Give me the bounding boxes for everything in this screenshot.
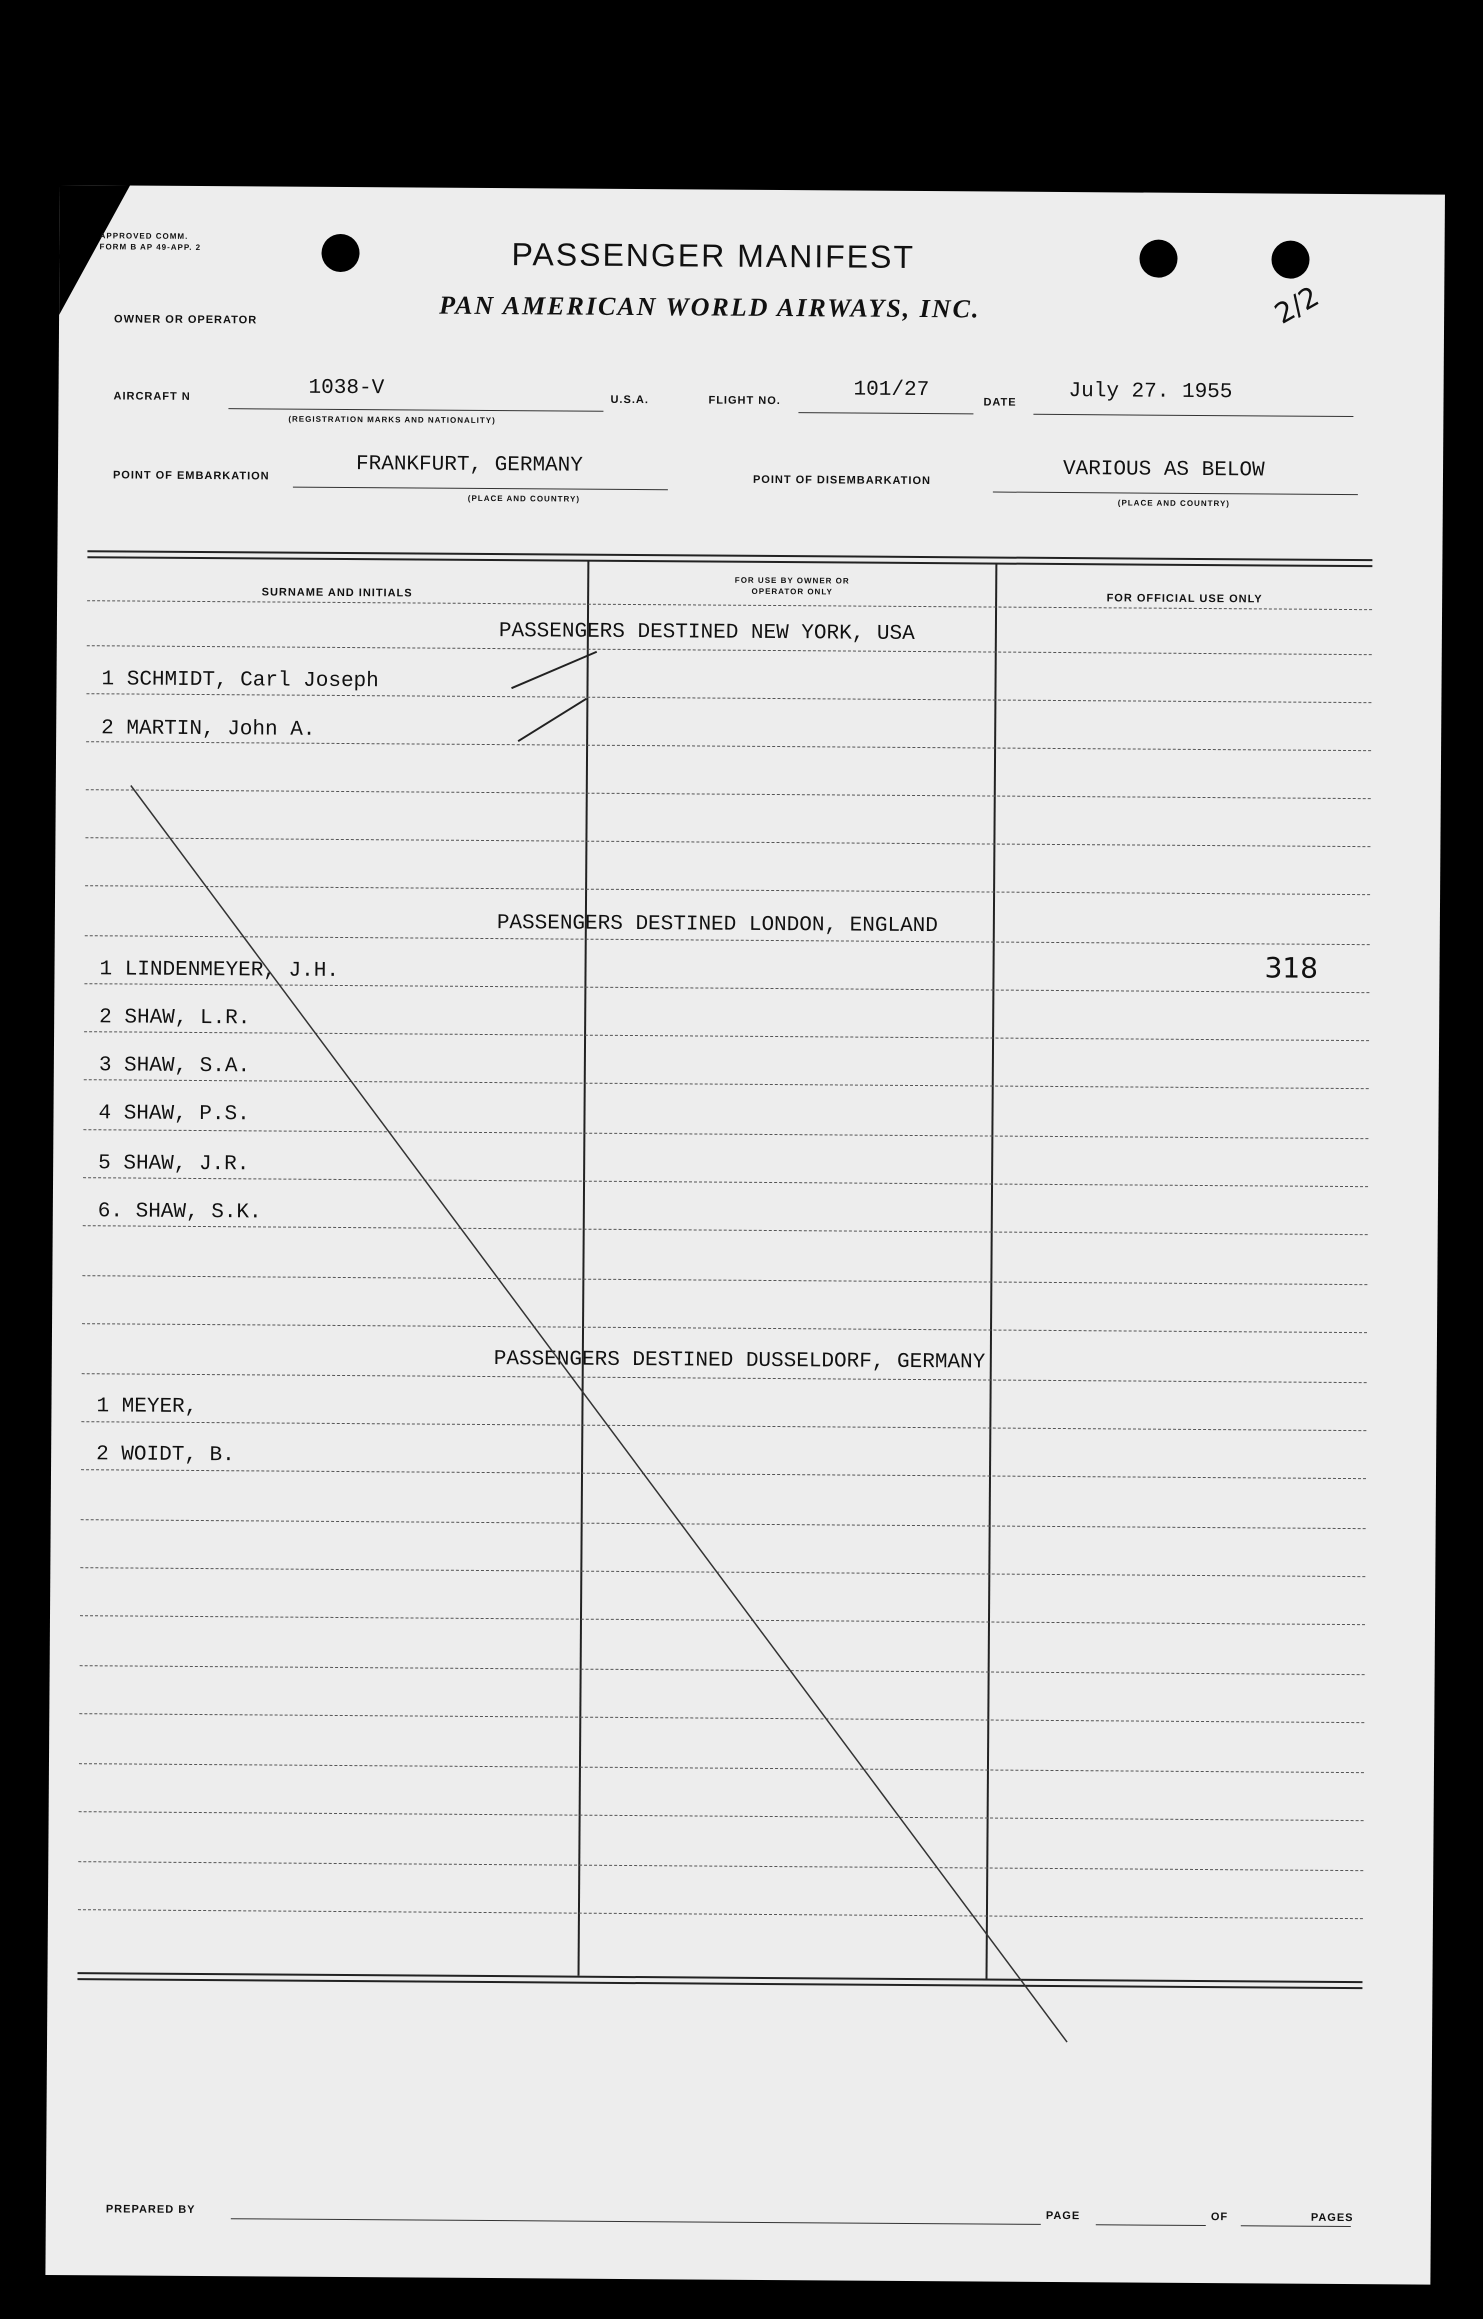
group-heading-new-york: PASSENGERS DESTINED NEW YORK, USA [498,620,915,646]
owner-label: OWNER OR OPERATOR [114,313,258,327]
usa-label: U.S.A. [610,393,649,407]
handwritten-mark: 2/2 [1268,279,1325,331]
manifest-sheet [45,185,1445,2285]
passenger-row: 2 SHAW, L.R. [99,1006,251,1031]
approval-note: APPROVED COMM. FORM B AP 49-APP. 2 [99,231,202,252]
group-heading-london: PASSENGERS DESTINED LONDON, ENGLAND [496,912,939,939]
passenger-row: 1 MEYER, [96,1395,198,1419]
check-stroke [518,698,586,741]
passenger-row: 1 SCHMIDT, Carl Joseph [101,668,379,694]
passenger-row: 4 SHAW, P.S. [98,1102,250,1127]
disembarkation-caption: (PLACE AND COUNTRY) [1117,498,1231,509]
flight-value: 101/27 [853,378,930,403]
disembarkation-value: VARIOUS AS BELOW [1062,458,1265,483]
disembarkation-label: POINT OF DISEMBARKATION [752,473,932,488]
passenger-row: 2 MARTIN, John A. [101,717,316,742]
passenger-row: 3 SHAW, S.A. [98,1054,251,1079]
prepared-by-label: PREPARED BY [105,2203,196,2216]
airline-name: PAN AMERICAN WORLD AIRWAYS, INC. [439,290,981,324]
passenger-row: 6. SHAW, S.K. [97,1200,262,1225]
page-label: PAGE [1045,2209,1081,2223]
embarkation-label: POINT OF EMBARKATION [112,469,270,483]
passenger-row: 1 LINDENMEYER, J.H. [99,958,340,983]
date-value: July 27. 1955 [1068,380,1233,405]
column-header-official-use: FOR OFFICIAL USE ONLY [1106,592,1263,606]
group-heading-dusseldorf: PASSENGERS DESTINED DUSSELDORF, GERMANY [493,1348,986,1375]
embarkation-caption: (PLACE AND COUNTRY) [467,493,581,504]
void-stroke [122,786,1076,2043]
pages-label: PAGES [1310,2211,1354,2225]
page-title: PASSENGER MANIFEST [511,236,916,275]
date-label: DATE [983,396,1017,409]
flight-label: FLIGHT NO. [708,394,781,408]
registration-caption: (REGISTRATION MARKS AND NATIONALITY) [288,414,496,426]
aircraft-label: AIRCRAFT N [113,390,191,403]
column-header-surname: SURNAME AND INITIALS [261,586,413,600]
aircraft-value: 1038-V [308,376,385,401]
pen-strokes [45,185,1445,2285]
official-note: 318 [1264,951,1319,985]
passenger-row: 2 WOIDT, B. [96,1443,235,1468]
check-stroke [511,651,596,689]
passenger-row: 5 SHAW, J.R. [98,1152,250,1177]
column-header-owner-use: FOR USE BY OWNER OR OPERATOR ONLY [734,575,850,597]
embarkation-value: FRANKFURT, GERMANY [355,453,583,478]
of-label: OF [1210,2211,1229,2224]
